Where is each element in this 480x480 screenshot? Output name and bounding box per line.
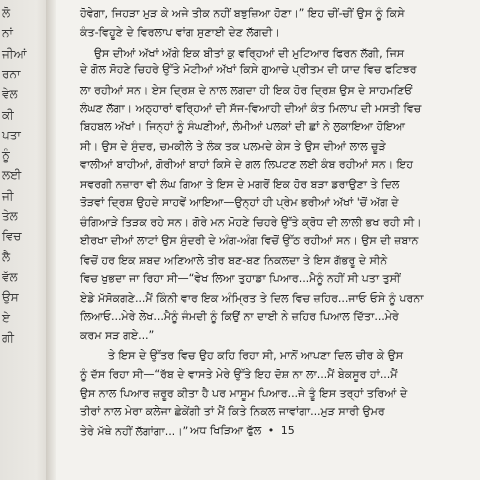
text-line: ਈਰਖਾ ਦੀਆਂ ਲਾਟਾਂ ਉਸ ਸੁੰਦਰੀ ਦੇ ਅੰਗ-ਅੰਗ ਵਿਚੋਂ ਉੱਠ ਰਹੀਆਂ ਸਨ। ਉਸ ਦੀ ਜ਼ਬਾਨ — [80, 234, 419, 248]
left-page-fragment: ਵਿਚ — [2, 229, 22, 244]
left-page-fragment: ਵੱਲ — [2, 269, 18, 284]
left-page-fragment: ਪਤਾ — [2, 127, 21, 142]
left-page-fragment: ਜੀਆਂ — [2, 46, 27, 61]
previous-page-edge — [0, 0, 52, 480]
left-page-fragment: ਲੈ — [2, 249, 11, 264]
text-line: ਲਿਆਓ...ਮੇਰੇ ਲੇਖ...ਮੈਨੂੰ ਜੰਮਦੀ ਨੂੰ ਕਿਉਂ ਨਾ ਦਾਈ ਨੇ ਜ਼ਹਿਰ ਪਿਆਲ ਦਿੱਤਾ...ਮੇਰੇ — [80, 309, 399, 323]
text-line: ਤੋੜਵਾਂ ਦ੍ਰਿਸ਼ ਉਹਦੇ ਸਾਹਵੇਂ ਆਇਆ—ਉਨ੍ਹਾਂ ਹੀ ਪ੍ਰੇਮ ਭਰੀਆਂ ਅੱਖਾਂ 'ਚੋਂ ਅੱਗ ਦੇ — [80, 196, 399, 210]
text-line: ਸੀ। ਉਸ ਦੇ ਸੁੰਦਰ, ਚਮਕੀਲੇ ਤੇ ਲੰਕ ਤਕ ਪਲਮਦੇ ਕੇਸ ਤੇ ਉਸ ਦੀਆਂ ਲਾਲ ਚੂੜੇ — [80, 139, 386, 153]
left-page-fragment: ਵੇਲ — [2, 87, 18, 102]
text-line: ਕੰਤ-ਵਿਹੂਣੇ ਦੇ ਵਿਰਲਾਪ ਵਾਂਗ ਸੁਣਾਈ ਦੇਣ ਲੱਗਦੀ। — [80, 26, 280, 40]
text-line: ਵਿਚੋਂ ਹਰ ਇਕ ਸ਼ਬਦ ਅਣਿਆਲੇ ਤੀਰ ਬਣ-ਬਣ ਨਿਕਲਦਾ ਤੇ ਇਸ ਗੱਭਰੂ ਦੇ ਸੀਨੇ — [80, 253, 388, 267]
left-page-fragment: ਲਈ — [2, 168, 22, 183]
text-line: ਉਸ ਦੀਆਂ ਅੱਖਾਂ ਅੱਗੇ ਇਕ ਬੀਤਾਂ ਕੁ ਵਰ੍ਹਿਆਂ ਦੀ ਮੁਟਿਆਰ ਫਿਰਨ ਲੱਗੀ, ਜਿਸ — [94, 46, 405, 60]
text-line: ਹੋਵੇਗਾ, ਜਿਹੜਾ ਮੁੜ ਕੇ ਅਜੇ ਤੀਕ ਨਹੀਂ ਬਝੁਜ਼ਿਆ ਹੋਣਾ।” ਇਹ ਚੀਂ-ਚੀਂ ਉਸ ਨੂੰ ਕਿਸੇ — [80, 7, 405, 21]
text-line: ਉਸ ਨਾਲ ਪਿਆਰ ਜ਼ਰੂਰ ਕੀਤਾ ਹੈ ਪਰ ਮਾਸੂਮ ਪਿਆਰ...ਜੇ ਤੂੰ ਇਸ ਤਰ੍ਹਾਂ ਤਰਿਆਂ ਦੇ — [80, 386, 408, 400]
left-page-fragment: ਨਾਂ — [2, 26, 13, 41]
text-line: ਬਿਹਬਲ ਅੱਖਾਂ। ਜਿਨ੍ਹਾਂ ਨੂੰ ਸੰਘਣੀਆਂ, ਲੰਮੀਆਂ ਪਲਕਾਂ ਦੀ ਛਾਂ ਨੇ ਲੁਕਾਇਆ ਹੋਇਆ — [80, 119, 406, 133]
text-line: ਸਵਰਗੀ ਨਜ਼ਾਰਾ ਵੀ ਲੰਘ ਗਿਆ ਤੇ ਇਸ ਦੇ ਮਗਰੋਂ ਇਕ ਹੋਰ ਬੜਾ ਡਰਾਉਣਾ ਤੇ ਦਿਲ — [80, 177, 400, 191]
text-line: ਵਾਲੀਆਂ ਬਾਹੀਆਂ, ਗੋਰੀਆਂ ਬਾਹਾਂ ਕਿਸੇ ਦੇ ਗਲ ਲਿਪਟਣ ਲਈ ਕੰਬ ਰਹੀਆਂ ਸਨ। ਇਹ — [80, 158, 413, 172]
page-number: 15 — [280, 424, 295, 437]
left-page-fragment: ਨੂੰ — [2, 148, 10, 163]
text-line: ਤੇ ਇਸ ਦੇ ਉੱਤਰ ਵਿਚ ਉਹ ਕਹਿ ਰਿਹਾ ਸੀ, ਮਾਨੋਂ ਆਪਣਾ ਦਿਲ ਚੀਰ ਕੇ ਉਸ — [108, 348, 404, 362]
text-line: ਏਡੇ ਮੱਸੋਕਗਣੇ...ਮੈਂ ਕਿੰਨੀ ਵਾਰ ਇਕ ਅੰਮ੍ਰਿਤ ਤੇ ਦਿਲ ਵਿਚ ਜ਼ਹਿਰ...ਜਾਓ ਓਸੇ ਨੂੰ ਪਰਨਾ — [80, 292, 424, 306]
text-line: ਵਿਚ ਖੁਭਦਾ ਜਾ ਰਿਹਾ ਸੀ—“ਵੇਖ ਲਿਆ ਤੁਹਾਡਾ ਪਿਆਰ...ਮੈਨੂੰ ਨਹੀਂ ਸੀ ਪਤਾ ਤੁਸੀਂ — [80, 272, 401, 286]
left-page-fragment: ਏ — [2, 310, 10, 325]
text-line: ਲੰਘਣ ਲੱਗਾ। ਅਠ੍ਹਾਰਾਂ ਵਰ੍ਹਿਆਂ ਦੀ ਸੱਜ-ਵਿਆਹੀ ਦੀਆਂ ਕੰਤ ਮਿਲਾਪ ਦੀ ਮਸਤੀ ਵਿਚ — [80, 102, 422, 116]
left-page-fragment: ਉਸ — [2, 290, 19, 305]
left-page-fragment: ਕੀ — [2, 107, 14, 122]
left-page-fragment: ਜੀ — [2, 188, 14, 203]
left-page-fragment: ਗੀ — [2, 330, 14, 345]
left-page-fragment: ਲੋ — [2, 6, 11, 20]
text-line: ਲਾ ਰਹੀਆਂ ਸਨ। ਏਸ ਦ੍ਰਿਸ਼ ਦੇ ਨਾਲ ਲਗਦਾ ਹੀ ਇਕ ਹੋਰ ਦ੍ਰਿਸ਼ ਉਸ ਦੇ ਸਾਹਮਣਿਓਂ — [80, 83, 413, 97]
text-line: ਨੂੰ ਦੱਸ ਰਿਹਾ ਸੀ—“ਰੱਬ ਦੇ ਵਾਸਤੇ ਮੇਰੇ ਉੱਤੇ ਇਹ ਦੋਸ਼ ਨਾ ਲਾ...ਮੈਂ ਬੇਕਸੂਰ ਹਾਂ...ਮੈਂ — [80, 368, 398, 382]
running-title: ਅਧ ਖਿੜਿਆ ਫੁੱਲ — [190, 424, 262, 437]
footer-separator: • — [267, 424, 275, 437]
text-line: ਕਰਮ ਸੜ ਗਏ...” — [80, 329, 155, 343]
text-line: ਤੇਰੇ ਮੱਥੇ ਨਹੀਂ ਲੱਗਾਂਗਾ...।” — [80, 425, 189, 438]
text-line: ਤੀਰਾਂ ਨਾਲ ਮੇਰਾ ਕਲੇਜਾ ਛੇਕੇਂਗੀ ਤਾਂ ਮੈਂ ਕਿਤੇ ਨਿਕਲ ਜਾਵਾਂਗਾ...ਮੁੜ ਸਾਰੀ ਉਮਰ — [80, 405, 385, 419]
left-page-fragment: ਰਨਾ — [2, 66, 21, 81]
text-line: ਦੇ ਗੋਲ ਸੋਹਣੇ ਚਿਹਰੇ ਉੱਤੇ ਮੋਟੀਆਂ ਅੱਖਾਂ ਕਿਸੇ ਗੁਆਚੇ ਪ੍ਰੀਤਮ ਦੀ ਯਾਦ ਵਿਚ ਫਟਿਝਰ — [80, 63, 417, 77]
text-line: ਚੰਗਿਆੜੇ ਤਿੜਕ ਰਹੇ ਸਨ। ਗੋਰੇ ਮਨ ਮੋਹਣੇ ਚਿਹਰੇ ਉੱਤੇ ਕ੍ਰੋਧ ਦੀ ਲਾਲੀ ਭਖ ਰਹੀ ਸੀ। — [80, 215, 422, 229]
left-page-fragment: ਤੇਲ — [2, 209, 18, 223]
